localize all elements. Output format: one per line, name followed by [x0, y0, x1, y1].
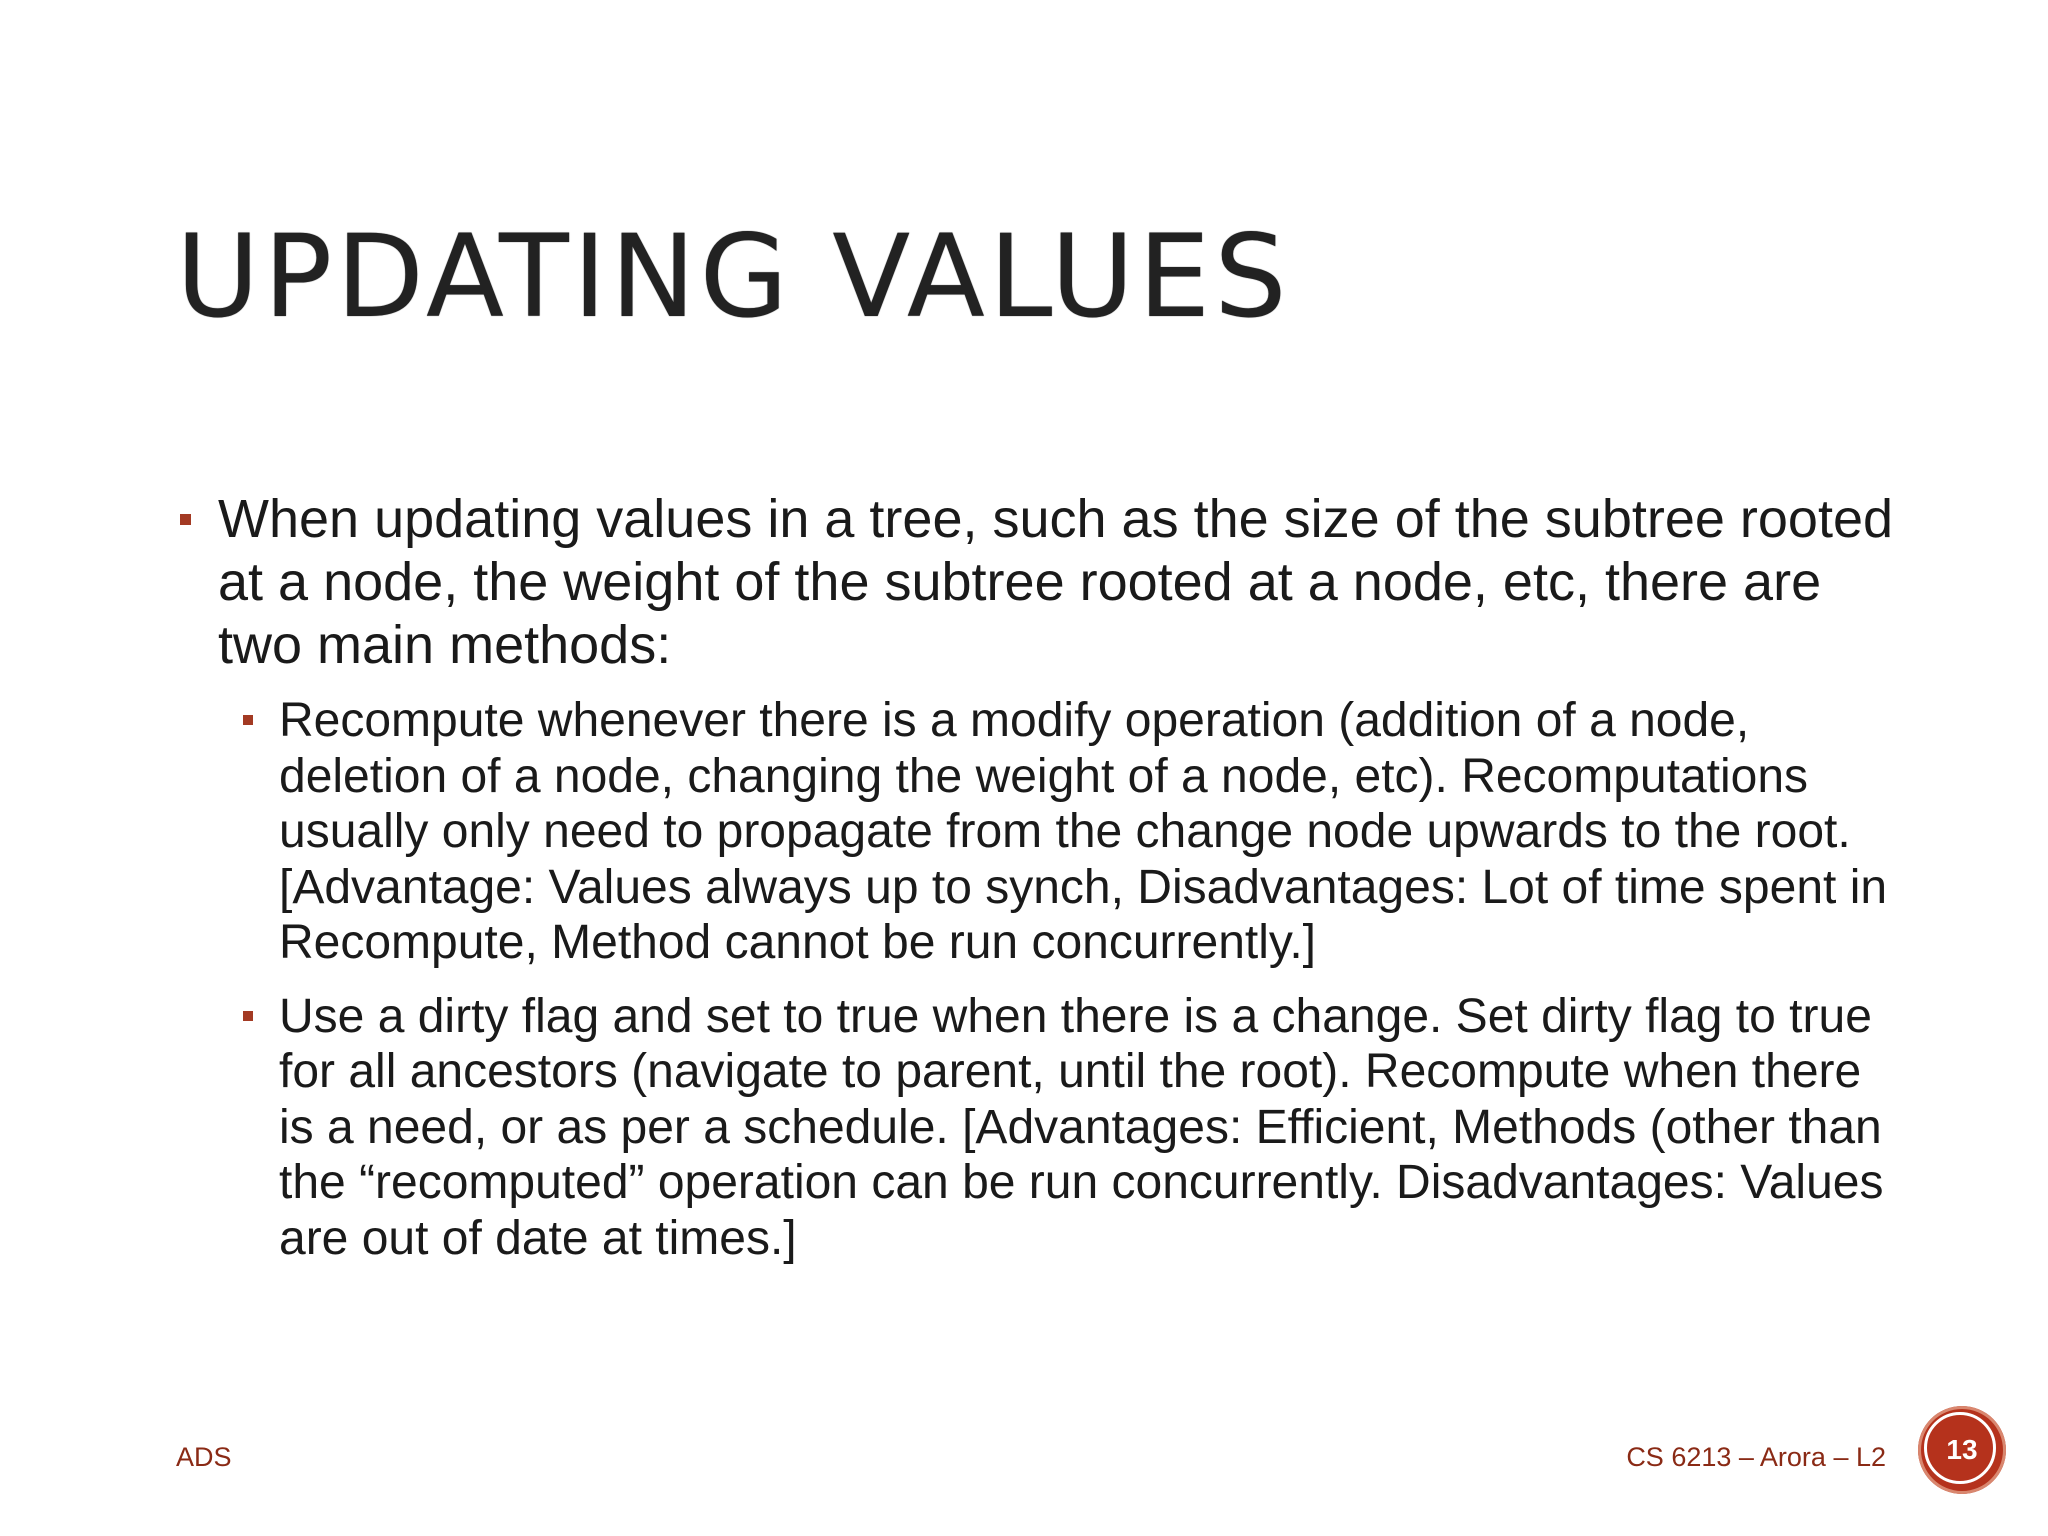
square-bullet-icon	[243, 1011, 253, 1021]
square-bullet-icon	[180, 514, 191, 525]
page-number: 13	[1946, 1434, 1978, 1465]
sub-bullet-dirty-flag	[176, 989, 1906, 1267]
bullet-main	[176, 488, 1906, 677]
sub-bullet-recompute	[176, 693, 1906, 971]
square-bullet-icon	[243, 715, 253, 725]
footer-course-label: CS 6213 – Arora – L2	[1626, 1442, 1886, 1472]
slide-title: UPDATING VALUES	[176, 210, 1291, 343]
sub-bullet-text: Use a dirty flag and set to true when there is a change. Set dirty flag to true for all ancestors (navigate to parent, until the root). Recompute when there is a need, or as per a schedule. [Advantages: Efficient, Methods (other than the “recomputed” operation can be run concurrently. Disadvantages: Values are out of date at times.]	[279, 989, 1884, 1265]
bullet-main-text: When updating values in a tree, such as the size of the subtree rooted at a node, the weight of the subtree rooted at a node, etc, there are two main methods:	[218, 489, 1894, 675]
slide-body	[176, 488, 1906, 1266]
footer-left-label: ADS	[176, 1442, 232, 1472]
page-number-badge	[1918, 1406, 2006, 1494]
sub-bullet-text: Recompute whenever there is a modify operation (addition of a node, deletion of a node, changing the weight of a node, etc). Recomputations usually only need to propagate from the change node upwards to the root. [Advantage: Values always up to synch, Disadvantages: Lot of time spent in Recompute, Method cannot be run concurrently.]	[279, 694, 1888, 969]
